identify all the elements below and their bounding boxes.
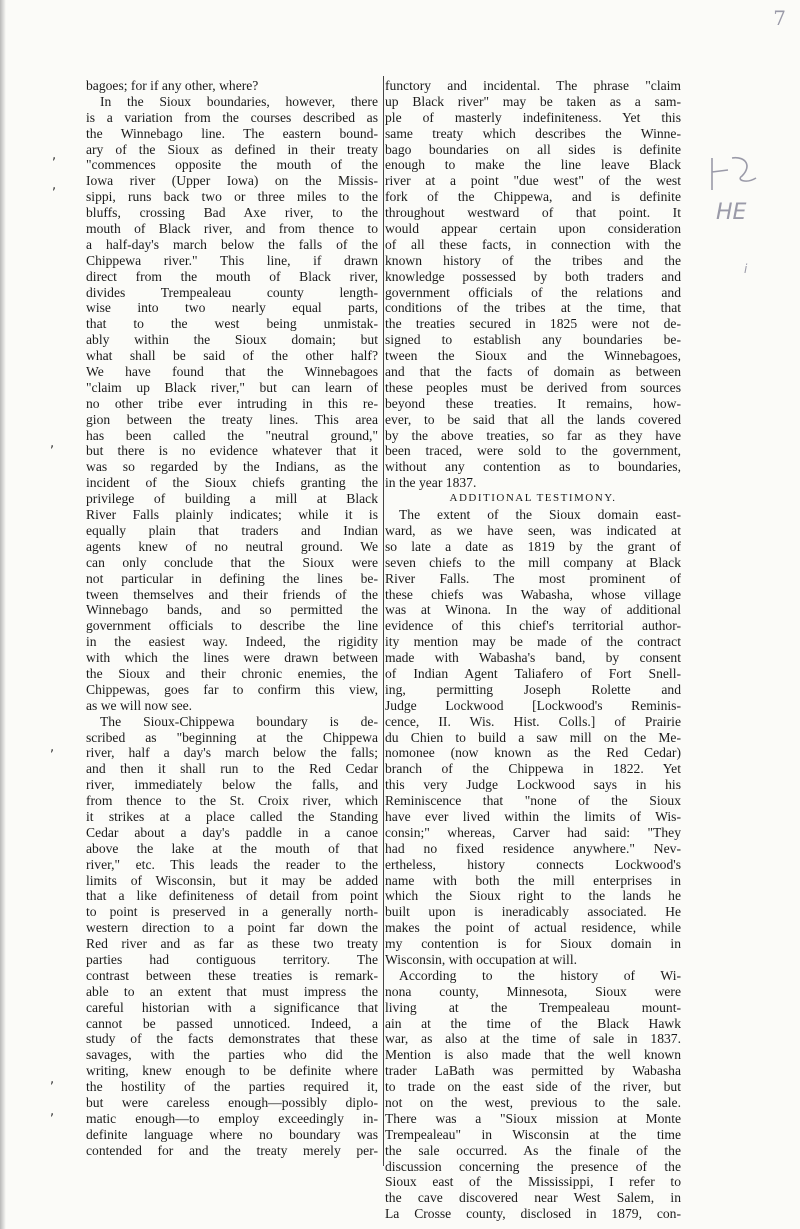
text-line: wise into two nearly equal parts, — [86, 300, 378, 316]
text-line: war, as also at the time of sale in 1837. — [385, 1031, 681, 1047]
text-line: what shall be said of the other half? — [86, 348, 378, 364]
text-line: of Indian Agent Taliafero of Fort Snell- — [385, 665, 681, 681]
text-line: nona county, Minnesota, Sioux were — [385, 983, 681, 999]
text-line: ity mention may be made of the contract — [385, 634, 681, 650]
text-line: no other tribe ever intruding in this re- — [86, 395, 378, 411]
text-line: limits of Wisconsin, but it may be added — [86, 872, 378, 888]
text-line: ward, as we have seen, was indicated at — [385, 522, 681, 538]
text-line: so late a date as 1819 by the grant of — [385, 538, 681, 554]
margin-tick-mark: , — [50, 436, 55, 451]
text-line: equally plain that traders and Indian — [86, 522, 378, 538]
text-line: ing, permitting Joseph Rolette and — [385, 681, 681, 697]
text-line: Sioux east of the Mississippi, I refer to — [385, 1174, 681, 1190]
text-line: bluffs, crossing Bad Axe river, to the — [86, 205, 378, 221]
text-line: bagoes; for if any other, where? — [86, 78, 259, 93]
text-line: and that the facts of domain as between — [385, 364, 681, 380]
text-line: River Falls. The most prominent of — [385, 570, 681, 586]
text-line: nomonee (now known as the Red Cedar) — [385, 745, 681, 761]
text-line: "claim up Black river," but can learn of — [86, 379, 378, 395]
margin-note-he: HE — [716, 200, 747, 225]
text-line: contrast between these treaties is remark- — [86, 967, 378, 983]
text-line: above the lake at the mouth of that — [86, 840, 378, 856]
text-line: cence, II. Wis. Hist. Colls.] of Prairie — [385, 713, 681, 729]
text-line: these peoples must be derived from sources — [385, 379, 681, 395]
text-line: in the easiest way. Indeed, the rigidity — [86, 634, 378, 650]
text-line: without any contention as to boundaries, — [385, 459, 681, 475]
text-line: ertheless, history connects Lockwood's — [385, 856, 681, 872]
margin-tick-mark: , — [50, 1104, 55, 1119]
text-line: evidence of this chief's territorial author- — [385, 618, 681, 634]
text-line: Reminiscence that "none of the Sioux — [385, 793, 681, 809]
text-line: River Falls plainly indicates; while it is — [86, 507, 378, 523]
text-line: savages, with the parties who did the — [86, 1047, 378, 1063]
text-line: the Winnebago line. The eastern bound- — [86, 125, 378, 141]
text-line: divides Trempealeau county length- — [86, 284, 378, 300]
text-line: ably within the Sioux domain; but — [86, 332, 378, 348]
text-line: bago boundaries on all sides is definite — [385, 141, 681, 157]
text-line: Iowa river (Upper Iowa) on the Missis- — [86, 173, 378, 189]
text-line: du Chien to build a saw mill on the Me- — [385, 729, 681, 745]
text-line: ADDITIONAL TESTIMONY. — [449, 492, 617, 505]
text-line: has been called the "neutral ground," — [86, 427, 378, 443]
margin-tick-mark: , — [52, 178, 57, 193]
text-line: mouth of Black river, and from thence to — [86, 221, 378, 237]
text-line: signed to establish any boundaries be- — [385, 332, 681, 348]
text-line: In the Sioux boundaries, however, there — [100, 93, 378, 109]
text-line: that a like definiteness of detail from point — [86, 888, 378, 904]
text-line: a half-day's march below the falls of the — [86, 236, 378, 252]
text-line: western direction to a point far down the — [86, 920, 378, 936]
text-line: name with both the mill enterprises in — [385, 872, 681, 888]
text-line: trader LaBath was permitted by Wabasha — [385, 1063, 681, 1079]
text-line: this very Judge Lockwood says in his — [385, 777, 681, 793]
text-line: tween themselves and their friends of the — [86, 586, 378, 602]
text-line: agents knew of no neutral ground. We — [86, 538, 378, 554]
text-line: "commences opposite the mouth of the — [86, 157, 378, 173]
text-line: scribed as "beginning at the Chippewa — [86, 729, 378, 745]
text-line: We have found that the Winnebagoes — [86, 364, 378, 380]
text-line: conditions of the tribes at the time, that — [385, 300, 681, 316]
text-line: cannot be passed unnoticed. Indeed, a — [86, 1015, 378, 1031]
text-line: the sale occurred. As the finale of the — [385, 1142, 681, 1158]
text-line: but were careless enough—possibly diplo- — [86, 1095, 378, 1110]
text-line: parties had contiguous territory. The — [86, 951, 378, 967]
text-line: built upon is ineradicably associated. He — [385, 904, 681, 920]
text-line: throughout westward of that point. It — [385, 205, 681, 221]
text-line: living at the Trempealeau mount- — [385, 999, 681, 1015]
text-line: which the Sioux right to the lands he — [385, 888, 681, 904]
margin-note-small: i — [744, 262, 748, 276]
text-line: and then it shall run to the Red Cedar — [86, 761, 378, 777]
left-column — [86, 78, 378, 1159]
pencil-scribble-icon — [706, 150, 762, 200]
text-line: sippi, runs back two or three miles to the — [86, 189, 378, 205]
margin-tick-mark: , — [50, 740, 55, 755]
text-line: these chiefs was Wabasha, whose village — [385, 586, 681, 602]
text-line: writing, knew enough to be definite where — [86, 1063, 378, 1079]
text-line: had no fixed residence anywhere." Nev- — [385, 840, 681, 856]
text-line: river, half a day's march below the falls; — [86, 745, 378, 761]
margin-pencil-mark — [706, 150, 762, 206]
text-line: seven chiefs to the mill company at Black — [385, 554, 681, 570]
text-line: privilege of building a mill at Black — [86, 491, 378, 507]
text-line: with which the lines were drawn between — [86, 650, 378, 666]
text-line: makes the point of actual residence, while — [385, 920, 681, 936]
text-line: the hostility of the parties required it, — [86, 1079, 378, 1095]
text-line: Chippewa river." This line, if drawn — [86, 252, 378, 268]
text-line: my contention is for Sioux domain in — [385, 936, 681, 952]
right-column — [385, 78, 681, 1222]
text-line: was so regarded by the Indians, as the — [86, 459, 378, 475]
text-line: not on the west, previous to the sale. — [385, 1095, 681, 1110]
text-line: La Crosse county, disclosed in 1879, con- — [385, 1206, 681, 1222]
text-line: study of the facts demonstrates that these — [86, 1031, 378, 1047]
text-line: not particular in defining the lines be- — [86, 570, 378, 586]
text-line: fork of the Chippewa, and is definite — [385, 189, 681, 205]
text-line: by the above treaties, so far as they have — [385, 427, 681, 443]
text-line: of all these facts, in connection with the — [385, 236, 681, 252]
text-line: knowledge possessed by both traders and — [385, 268, 681, 284]
text-line: tween the Sioux and the Winnebagoes, — [385, 348, 681, 364]
text-line: The Sioux-Chippewa boundary is de- — [100, 713, 378, 729]
text-line: to point is preserved in a generally north- — [86, 904, 378, 920]
text-line: enough to make the line leave Black — [385, 157, 681, 173]
text-line: matic enough—to employ exceedingly in- — [86, 1110, 378, 1126]
text-line: would appear certain upon consideration — [385, 221, 681, 237]
text-line: functory and incidental. The phrase "claim — [385, 78, 681, 93]
column-divider — [383, 76, 384, 1166]
text-line: able to an extent that must impress the — [86, 983, 378, 999]
text-line: known history of the tribes and the — [385, 252, 681, 268]
text-line: discussion concerning the presence of the — [385, 1158, 681, 1174]
text-line: that to the west being unmistak- — [86, 316, 378, 332]
text-line: the Sioux and their chronic enemies, the — [86, 665, 378, 681]
text-line: government officials to describe the line — [86, 618, 378, 634]
text-line: made with Wabasha's band, by consent — [385, 650, 681, 666]
text-line: branch of the Chippewa in 1822. Yet — [385, 761, 681, 777]
text-line: Wisconsin, with occupation at will. — [385, 951, 577, 967]
text-line: careful historian with a significance that — [86, 999, 378, 1015]
margin-tick-mark: , — [52, 148, 57, 163]
text-line: direct from the mouth of Black river, — [86, 268, 378, 284]
text-line: river," etc. This leads the reader to the — [86, 856, 378, 872]
margin-tick-mark: , — [50, 1072, 55, 1087]
text-line: definite language where no boundary was — [86, 1126, 378, 1142]
page-edge-shadow — [0, 0, 6, 1229]
text-line: Mention is also made that the well known — [385, 1047, 681, 1063]
page-number: 7 — [773, 6, 786, 30]
text-line: ple of masterly indefiniteness. Yet this — [385, 109, 681, 125]
text-line: There was a "Sioux mission at Monte — [385, 1110, 681, 1126]
text-line: beyond these treaties. It remains, how- — [385, 395, 681, 411]
text-line: river at a point "due west" of the west — [385, 173, 681, 189]
text-line: the cave discovered near West Salem, in — [385, 1190, 681, 1206]
text-line: as we will now see. — [86, 697, 193, 713]
text-line: According to the history of Wi- — [399, 967, 681, 983]
text-line: river, immediately below the falls, and — [86, 777, 378, 793]
text-line: gion between the treaty lines. This area — [86, 411, 378, 427]
text-line: to trade on the east side of the river, but — [385, 1079, 681, 1095]
text-line: the treaties secured in 1825 were not de- — [385, 316, 681, 332]
text-line: in the year 1837. — [385, 475, 477, 491]
text-line: government officials of the relations and — [385, 284, 681, 300]
text-line: Cedar about a day's paddle in a canoe — [86, 824, 378, 840]
text-line: Trempealeau" in Wisconsin at the time — [385, 1126, 681, 1142]
text-line: incident of the Sioux chiefs granting the — [86, 475, 378, 491]
text-line: it strikes at a place called the Standing — [86, 808, 378, 824]
text-line: same treaty which describes the Winne- — [385, 125, 681, 141]
text-line: ain at the time of the Black Hawk — [385, 1015, 681, 1031]
text-line: ever, to be said that all the lands covered — [385, 411, 681, 427]
text-line: consin;" whereas, Carver had said: "They — [385, 824, 681, 840]
text-line: but there is no evidence whatever that it — [86, 443, 378, 459]
text-line: Winnebago bands, and so permitted the — [86, 602, 378, 618]
text-line: The extent of the Sioux domain east- — [399, 507, 681, 523]
text-line: is a variation from the courses described as — [86, 109, 378, 125]
text-line: was at Winona. In the way of additional — [385, 602, 681, 618]
text-line: ary of the Sioux as defined in their treaty — [86, 141, 378, 157]
text-line: been traced, were sold to the government, — [385, 443, 681, 459]
text-line: can only conclude that the Sioux were — [86, 554, 378, 570]
text-line: Judge Lockwood [Lockwood's Reminis- — [385, 697, 681, 713]
text-line: Red river and as far as these two treaty — [86, 936, 378, 952]
text-line: Chippewas, goes far to confirm this view, — [86, 681, 378, 697]
text-line: from thence to the St. Croix river, which — [86, 793, 378, 809]
text-line: have ever lived within the limits of Wis- — [385, 808, 681, 824]
text-line: contended for and the treaty merely per- — [86, 1142, 378, 1158]
text-line: up Black river" may be taken as a sam- — [385, 93, 681, 109]
